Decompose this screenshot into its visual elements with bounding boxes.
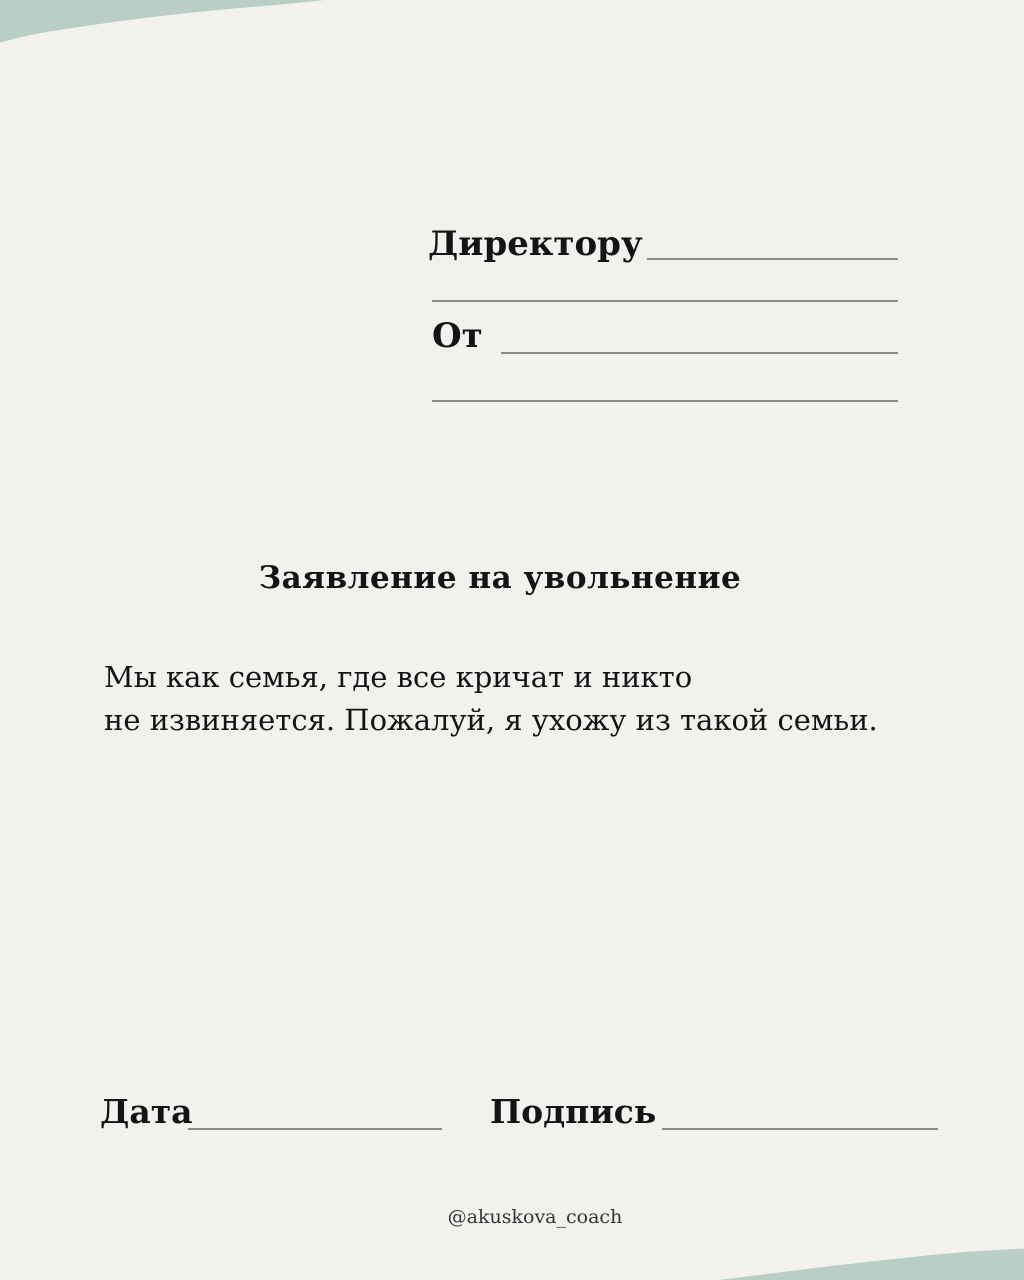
decorative-brush-stroke-bottom [674,1246,1024,1280]
from-extra-line [432,400,898,402]
director-row [428,222,898,266]
author-handle: @akuskova_coach [447,1206,623,1228]
decorative-brush-stroke-top [0,0,370,46]
body-line: не извиняется. Пожалуй, я ухожу из такой семьи. [104,703,878,737]
director-label: Директору [428,224,643,264]
from-label: От [432,316,483,356]
from-extra-row [428,358,898,406]
director-extra-line [432,300,898,302]
signature-row [100,1090,940,1136]
date-label: Дата [100,1092,193,1131]
director-extra-row [428,266,898,306]
signature-line [662,1128,938,1130]
from-name-line [501,352,898,354]
from-row [428,306,898,358]
document-body [104,656,984,742]
addressee-block [428,222,898,406]
date-line [188,1128,442,1130]
body-line: Мы как семья, где все кричат и никто [104,660,693,694]
document-title: Заявление на увольнение [258,560,742,596]
signature-label: Подпись [490,1092,657,1131]
director-name-line [647,258,898,260]
